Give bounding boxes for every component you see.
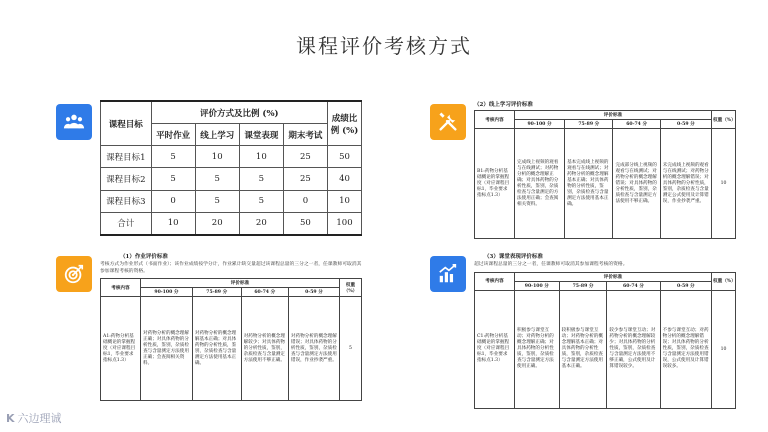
logo-mark: K (6, 411, 15, 425)
header-standard: 评价标准 (141, 279, 340, 288)
score-band: 90-100 分 (515, 120, 565, 129)
table-row (101, 168, 362, 190)
tools-icon (430, 104, 466, 140)
criteria-cell: 对药物分析的概念理解正确；对具体药物的分析性质，鉴别，杂质检查与含量测定方法使用正确；会查阅相关资料。 (141, 297, 193, 401)
cell: 25 (283, 146, 327, 168)
score-band: 90-100 分 (515, 281, 560, 290)
criteria-cell: 对药物分析的概念理解基本正确；对具体药物的分析性质，鉴别，杂质检查与含量测定方法使用基本正确。 (192, 297, 241, 401)
header-standard: 评价标准 (515, 272, 712, 281)
criteria-cell: 对药物分析的概念理解较少；对具体药物的分析性质，鉴别，杂质检查与含量测定方法使用不够正确。 (241, 297, 288, 401)
doc-caption: （1）作业评价标准 (120, 254, 168, 260)
row-label: A1:药物分析基础概论的掌握程度（对应课程目标1，毕业要求指标点1.3） (101, 297, 141, 401)
score-band: 60-74 分 (613, 120, 660, 129)
header-goal: 课程目标 (101, 101, 152, 146)
cell: 20 (239, 212, 283, 235)
weight-cell: 5 (340, 297, 362, 401)
cell: 40 (328, 168, 362, 190)
score-band: 0-59 分 (288, 288, 339, 297)
criteria-cell: 不参与课堂互动；对药物分析的概念理解错误；对具体药物的分析性质，鉴别，杂质检查与含量测定方法使用错误，公式使用及计算错误较多。 (660, 290, 711, 408)
score-band: 60-74 分 (607, 281, 660, 290)
cell: 20 (195, 212, 239, 235)
cell: 5 (151, 146, 195, 168)
row-name: 课程目标3 (101, 190, 152, 212)
criteria-cell: 积极参与课堂互动；对药物分析的概念理解正确；对具体药物的分析性质，鉴别，杂质检查与含量测定方法使用正确。 (515, 290, 560, 408)
cell: 10 (239, 146, 283, 168)
score-band: 0-59 分 (660, 120, 711, 129)
criteria-cell: 基本完成线上视频的观看与在线测试；对药物分析的概念理解基本正确；对具体药物的分析性质，鉴别，杂质检查与含量测定方法使用基本正确。 (565, 129, 613, 239)
cell: 50 (283, 212, 327, 235)
doc-intro: 超过该课程总量的三分之一者，任课教师可取消其参加课程考核的资格。 (474, 262, 628, 267)
cell: 5 (195, 168, 239, 190)
header-sub: 平时作业 (151, 124, 195, 146)
header-sub: 线上学习 (195, 124, 239, 146)
cell: 10 (328, 190, 362, 212)
table-row (101, 146, 362, 168)
header-content: 考核内容 (101, 279, 141, 297)
doc-intro: 考核方式为作业形式（书面作业）；该作业成绩按学分计，作业累计缺交量超过该课程总量的三分之一者，任课教师可取消其参加课程考核的资格。 (100, 262, 362, 274)
weight-cell: 10 (712, 290, 736, 408)
criteria-cell: 未完成线上视频的观看与在线测试；对药物分析的概念理解错误；对具体药物的分析性质，鉴别，杂质检查与含量测定公式使用及计算错误，作业抄袭严重。 (660, 129, 711, 239)
row-name: 课程目标1 (101, 146, 152, 168)
cell: 10 (151, 212, 195, 235)
score-band: 0-59 分 (660, 281, 711, 290)
table-row (101, 212, 362, 235)
criteria-cell: 对药物分析的概念理解错误；对具体药物的分析性质，鉴别，杂质检查与含量测定方法使用错误，作业抄袭严重。 (288, 297, 339, 401)
cell: 0 (151, 190, 195, 212)
score-band: 60-74 分 (241, 288, 288, 297)
row-name: 课程目标2 (101, 168, 152, 190)
cell: 10 (195, 146, 239, 168)
header-weight: 权重（%） (712, 111, 736, 129)
weight-cell: 10 (712, 129, 736, 239)
assessment-ratio-table (100, 100, 362, 236)
criteria-cell: 较积极参与课堂互动；对药物分析的概念理解基本正确；对具体药物的分析性质，鉴别，杂质检查与含量测定方法使用基本正确。 (559, 290, 607, 408)
classroom-criteria (474, 252, 736, 409)
score-band: 75-89 分 (559, 281, 607, 290)
row-name: 合计 (101, 212, 152, 235)
cell: 5 (195, 190, 239, 212)
header-mode: 评价方式及比例 (%) (151, 101, 327, 124)
score-band: 90-100 分 (141, 288, 193, 297)
online-learning-criteria (474, 100, 736, 239)
header-weight: 权重（%） (712, 272, 736, 290)
logo-text: 六边理诚 (17, 412, 62, 425)
criteria-cell: 完成部分线上视频的观看与在线测试；对药物分析的概念理解错误；对具体药物的分析性质，鉴别，杂质检查与含量测定方法使用不够正确。 (613, 129, 660, 239)
watermark-logo (6, 410, 62, 426)
target-icon (56, 256, 92, 292)
header-content: 考核内容 (475, 111, 515, 129)
cell: 25 (283, 168, 327, 190)
table-row (101, 190, 362, 212)
header-sub: 期末考试 (283, 124, 327, 146)
header-content: 考核内容 (475, 272, 515, 290)
cell: 5 (239, 190, 283, 212)
header-standard: 评价标准 (515, 111, 712, 120)
header-sub: 课堂表现 (239, 124, 283, 146)
page-title: 课程评价考核方式 (296, 34, 472, 58)
chart-growth-icon (430, 256, 466, 292)
criteria-cell: 完成线上视频的观看与在线测试；对药物分析的概念理解正确；对具体药物的分析性质，鉴别，杂质检查与含量测定的方法使用正确；会查阅相关资料。 (515, 129, 565, 239)
cell: 5 (151, 168, 195, 190)
cell: 50 (328, 146, 362, 168)
criteria-cell: 较少参与课堂互动；对药物分析的概念理解较少；对具体药物的分析性质，鉴别，杂质检查与含量测定方法使用不够正确，公式使用及计算错误较少。 (607, 290, 660, 408)
cell: 5 (239, 168, 283, 190)
homework-criteria (100, 252, 362, 401)
cell: 100 (328, 212, 362, 235)
row-label: C1:药物分析基础概论的掌握程度（对应课程目标1，毕业要求指标点1.3） (475, 290, 515, 408)
score-band: 75-89 分 (565, 120, 613, 129)
score-band: 75-89 分 (192, 288, 241, 297)
header-ratio: 成绩比例 (%) (328, 101, 362, 146)
doc-caption: （3）课堂表现评价标准 (484, 254, 543, 260)
row-label: B1:药物分析基础概论的掌握程度（对应课程目标1，毕业要求指标点1.3） (475, 129, 515, 239)
header-weight: 权重（%） (340, 279, 362, 297)
doc-caption: （2）线上学习评价标准 (474, 102, 533, 108)
cell: 0 (283, 190, 327, 212)
team-icon (56, 104, 92, 140)
